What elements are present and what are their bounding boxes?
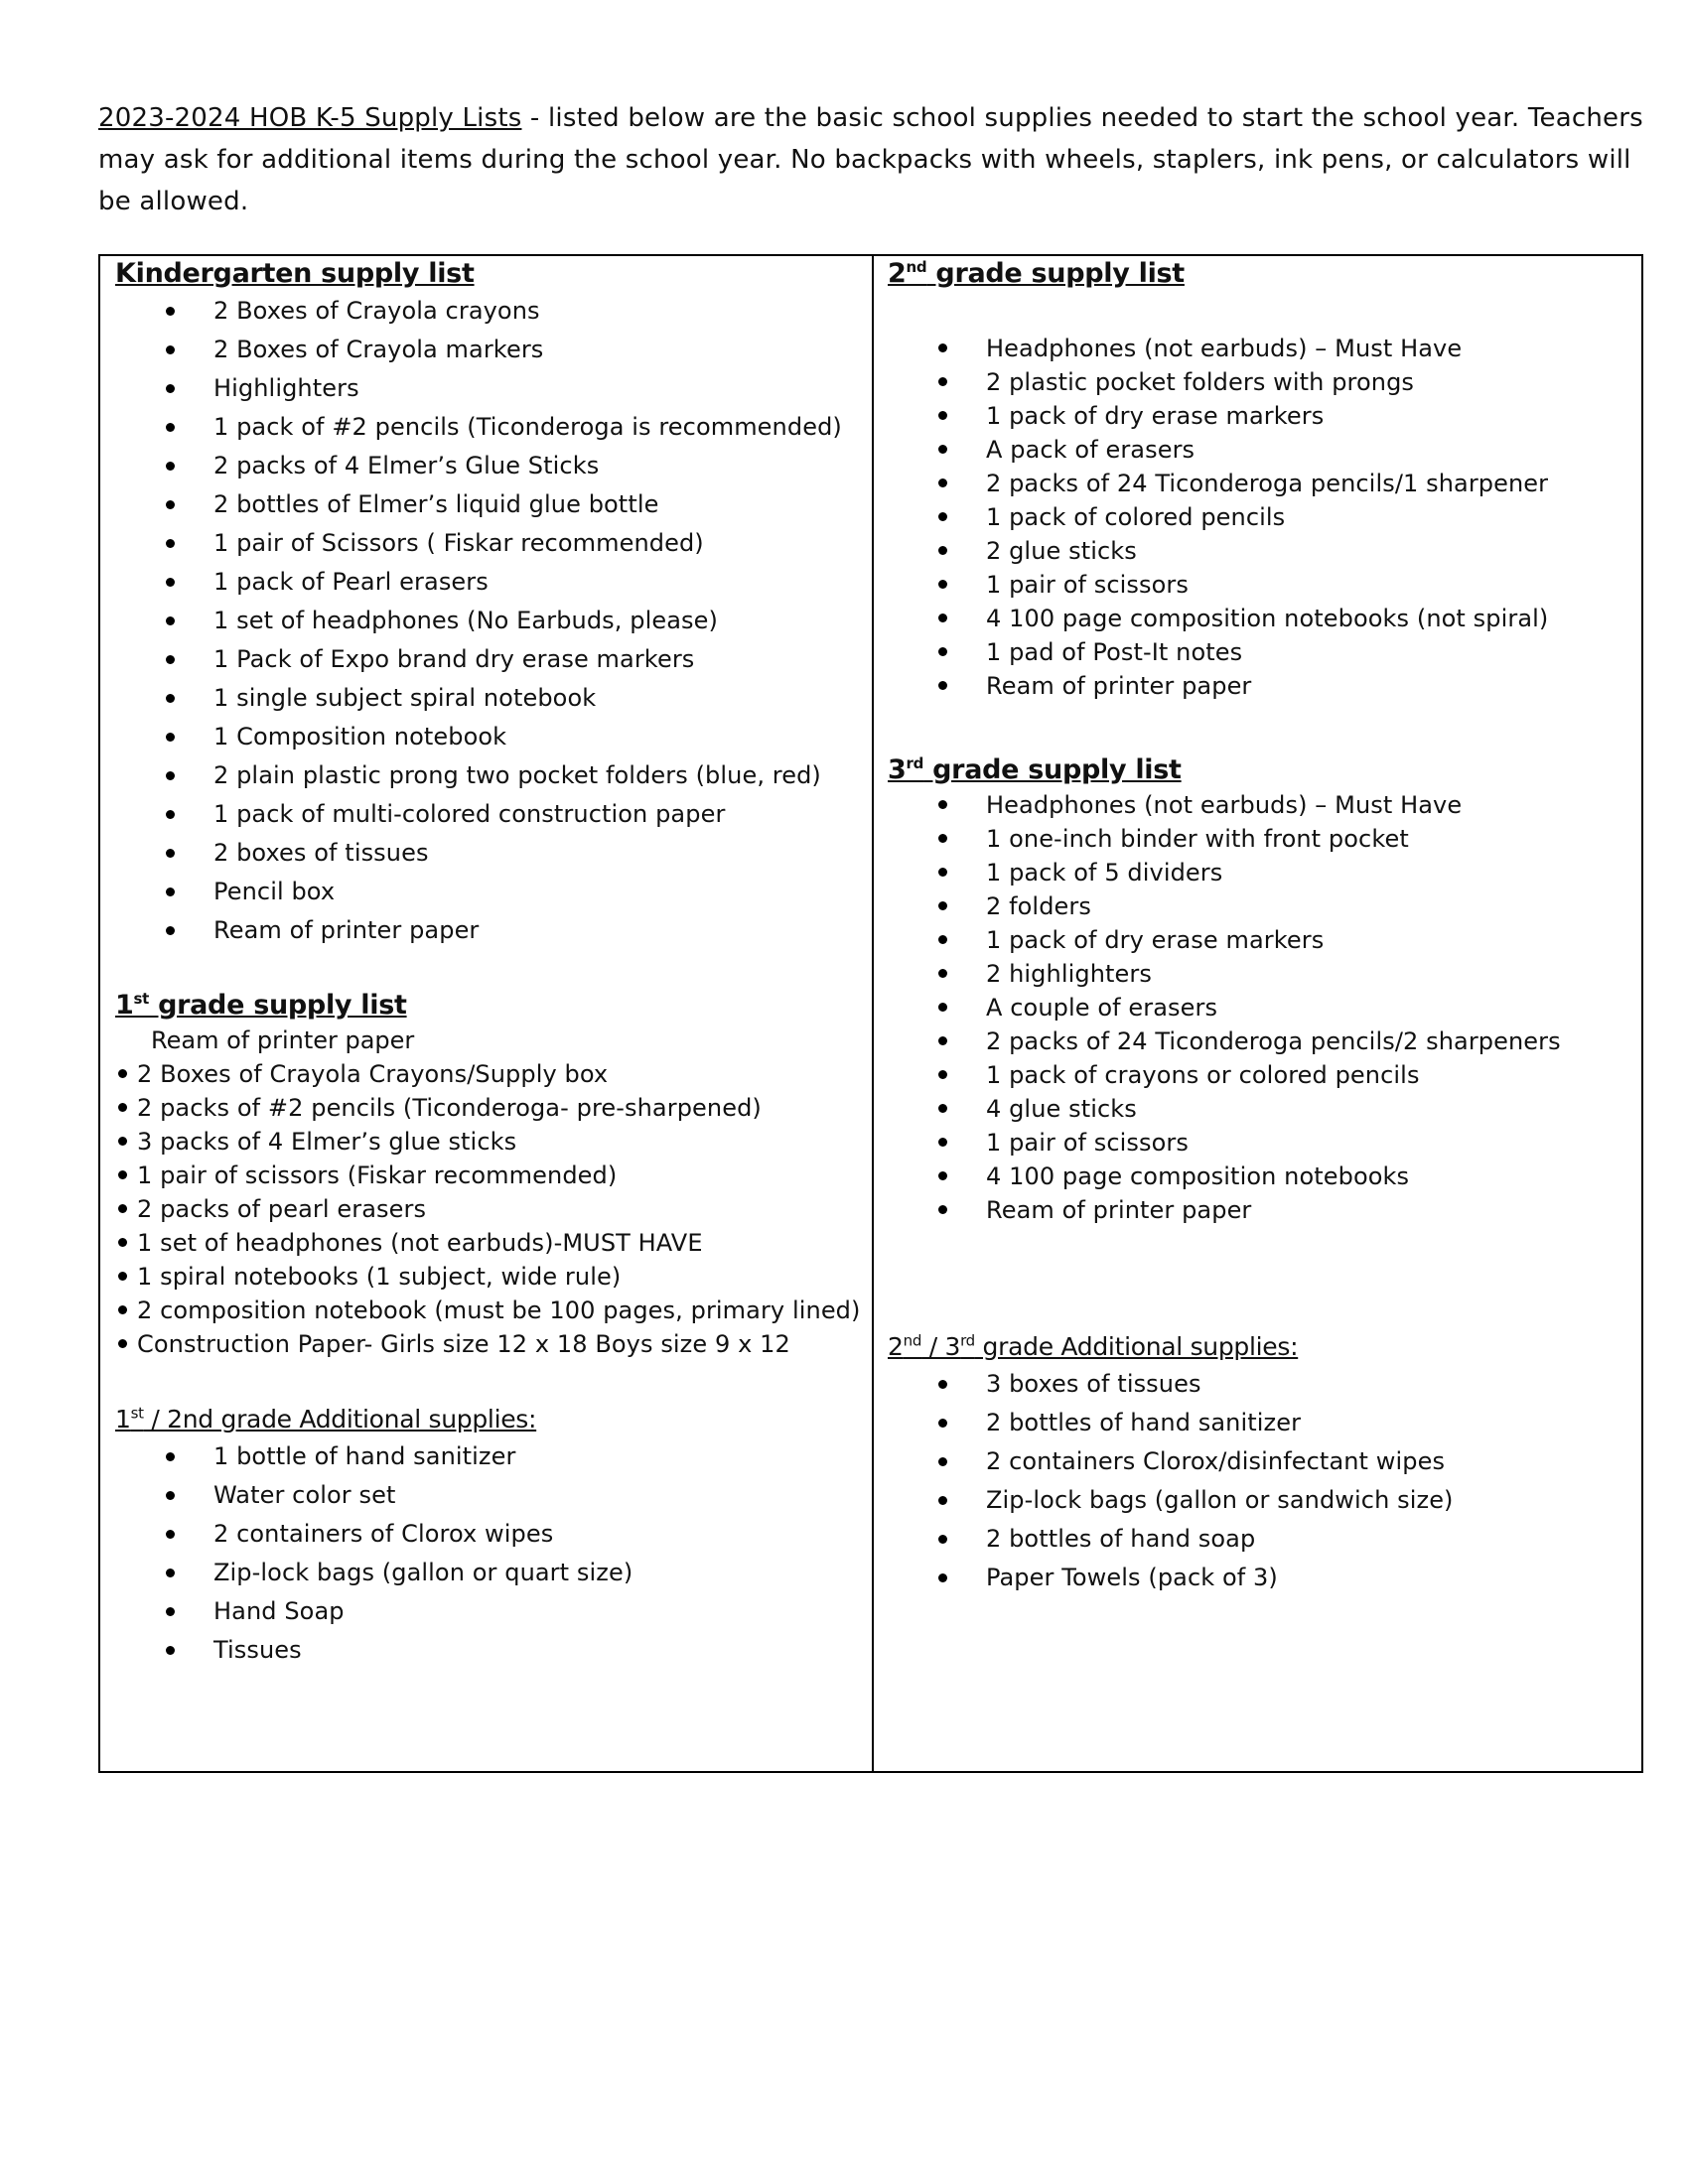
list-item: 1 pad of Post-It notes bbox=[888, 635, 1548, 669]
list-item: 2 packs of pearl erasers bbox=[115, 1192, 860, 1226]
list-item: 2 folders bbox=[888, 889, 1561, 923]
second-third-additional-list bbox=[888, 1365, 1454, 1597]
list-item: A couple of erasers bbox=[888, 991, 1561, 1024]
list-item: 1 set of headphones (not earbuds)-MUST HAVE bbox=[115, 1226, 860, 1260]
first-second-additional-heading: 1st / 2nd grade Additional supplies: bbox=[115, 1404, 537, 1433]
list-item: 2 containers Clorox/disinfectant wipes bbox=[888, 1442, 1454, 1481]
second-third-additional-section bbox=[888, 1329, 1454, 1597]
list-item: 1 single subject spiral notebook bbox=[115, 679, 842, 718]
second-grade-heading: 2nd grade supply list bbox=[888, 258, 1185, 289]
list-item: 1 one-inch binder with front pocket bbox=[888, 822, 1561, 856]
kindergarten-list bbox=[115, 292, 842, 950]
list-item: 2 bottles of hand soap bbox=[888, 1520, 1454, 1559]
list-item: 1 pack of #2 pencils (Ticonderoga is recommended) bbox=[115, 408, 842, 447]
list-item: 2 containers of Clorox wipes bbox=[115, 1515, 633, 1554]
list-item: 2 bottles of hand sanitizer bbox=[888, 1404, 1454, 1442]
list-item: 1 spiral notebooks (1 subject, wide rule) bbox=[115, 1260, 860, 1294]
list-item: Zip-lock bags (gallon or sandwich size) bbox=[888, 1481, 1454, 1520]
second-grade-section bbox=[888, 256, 1548, 703]
first-second-additional-list bbox=[115, 1437, 633, 1670]
column-divider bbox=[872, 256, 874, 1771]
list-item: 2 glue sticks bbox=[888, 534, 1548, 568]
supply-table bbox=[98, 254, 1643, 1773]
list-item: Highlighters bbox=[115, 369, 842, 408]
list-item: Ream of printer paper bbox=[888, 669, 1548, 703]
list-item: 2 packs of 4 Elmer’s Glue Sticks bbox=[115, 447, 842, 485]
list-item: Ream of printer paper bbox=[888, 1193, 1561, 1227]
list-item: 2 packs of 24 Ticonderoga pencils/2 sharpeners bbox=[888, 1024, 1561, 1058]
third-grade-heading: 3rd grade supply list bbox=[888, 754, 1182, 785]
list-item: 2 composition notebook (must be 100 pages, primary lined) bbox=[115, 1294, 860, 1327]
list-item: Headphones (not earbuds) – Must Have bbox=[888, 332, 1548, 365]
list-item: 2 bottles of Elmer’s liquid glue bottle bbox=[115, 485, 842, 524]
list-item: 1 Pack of Expo brand dry erase markers bbox=[115, 640, 842, 679]
list-item: Ream of printer paper bbox=[115, 911, 842, 950]
first-grade-ream: Ream of printer paper bbox=[151, 1026, 415, 1054]
list-item: 2 Boxes of Crayola Crayons/Supply box bbox=[115, 1057, 860, 1091]
list-item: Tissues bbox=[115, 1631, 633, 1670]
intro-text: - listed below are the basic school supplies needed to start the school year. Teachers may ask for additional items during the school year. No backpacks with wheels, staplers, ink pens, or calculators will be allowed. bbox=[98, 103, 1643, 216]
list-item: 1 pair of scissors (Fiskar recommended) bbox=[115, 1159, 860, 1192]
list-item: Hand Soap bbox=[115, 1592, 633, 1631]
list-item: 4 100 page composition notebooks bbox=[888, 1160, 1561, 1193]
list-item: 1 set of headphones (No Earbuds, please) bbox=[115, 602, 842, 640]
list-item: 2 Boxes of Crayola markers bbox=[115, 331, 842, 369]
list-item: 2 Boxes of Crayola crayons bbox=[115, 292, 842, 331]
list-item: Water color set bbox=[115, 1476, 633, 1515]
list-item: 1 pack of multi-colored construction paper bbox=[115, 795, 842, 834]
second-grade-list bbox=[888, 332, 1548, 703]
list-item: 1 pair of scissors bbox=[888, 1126, 1561, 1160]
list-item: 3 boxes of tissues bbox=[888, 1365, 1454, 1404]
list-item: 1 pack of crayons or colored pencils bbox=[888, 1058, 1561, 1092]
list-item: 1 pack of dry erase markers bbox=[888, 923, 1561, 957]
list-item: 1 bottle of hand sanitizer bbox=[115, 1437, 633, 1476]
list-item: Zip-lock bags (gallon or quart size) bbox=[115, 1554, 633, 1592]
first-grade-list bbox=[115, 1057, 860, 1361]
list-item: 2 highlighters bbox=[888, 957, 1561, 991]
list-item: 4 glue sticks bbox=[888, 1092, 1561, 1126]
list-item: 1 pair of scissors bbox=[888, 568, 1548, 602]
list-item: Paper Towels (pack of 3) bbox=[888, 1559, 1454, 1597]
kindergarten-section bbox=[115, 256, 842, 950]
third-grade-section bbox=[888, 752, 1561, 1227]
first-grade-heading: 1st grade supply list bbox=[115, 990, 407, 1021]
list-item: 3 packs of 4 Elmer’s glue sticks bbox=[115, 1125, 860, 1159]
list-item: 2 boxes of tissues bbox=[115, 834, 842, 873]
first-grade-section bbox=[115, 988, 860, 1361]
list-item: 1 pair of Scissors ( Fiskar recommended) bbox=[115, 524, 842, 563]
list-item: 1 pack of 5 dividers bbox=[888, 856, 1561, 889]
list-item: Construction Paper- Girls size 12 x 18 Boys size 9 x 12 bbox=[115, 1327, 860, 1361]
document-title: 2023-2024 HOB K-5 Supply Lists bbox=[98, 103, 522, 133]
list-item: 1 pack of Pearl erasers bbox=[115, 563, 842, 602]
list-item: Pencil box bbox=[115, 873, 842, 911]
third-grade-list bbox=[888, 788, 1561, 1227]
first-second-additional-section bbox=[115, 1402, 633, 1670]
list-item: 2 plain plastic prong two pocket folders (blue, red) bbox=[115, 756, 842, 795]
list-item: A pack of erasers bbox=[888, 433, 1548, 467]
list-item: 2 packs of 24 Ticonderoga pencils/1 sharpener bbox=[888, 467, 1548, 500]
intro-paragraph bbox=[98, 97, 1647, 222]
second-third-additional-heading: 2nd / 3rd grade Additional supplies: bbox=[888, 1331, 1299, 1361]
list-item: 1 Composition notebook bbox=[115, 718, 842, 756]
list-item: 1 pack of colored pencils bbox=[888, 500, 1548, 534]
list-item: 4 100 page composition notebooks (not spiral) bbox=[888, 602, 1548, 635]
list-item: Headphones (not earbuds) – Must Have bbox=[888, 788, 1561, 822]
list-item: 2 plastic pocket folders with prongs bbox=[888, 365, 1548, 399]
list-item: 2 packs of #2 pencils (Ticonderoga- pre-sharpened) bbox=[115, 1091, 860, 1125]
kindergarten-heading: Kindergarten supply list bbox=[115, 258, 475, 289]
list-item: 1 pack of dry erase markers bbox=[888, 399, 1548, 433]
